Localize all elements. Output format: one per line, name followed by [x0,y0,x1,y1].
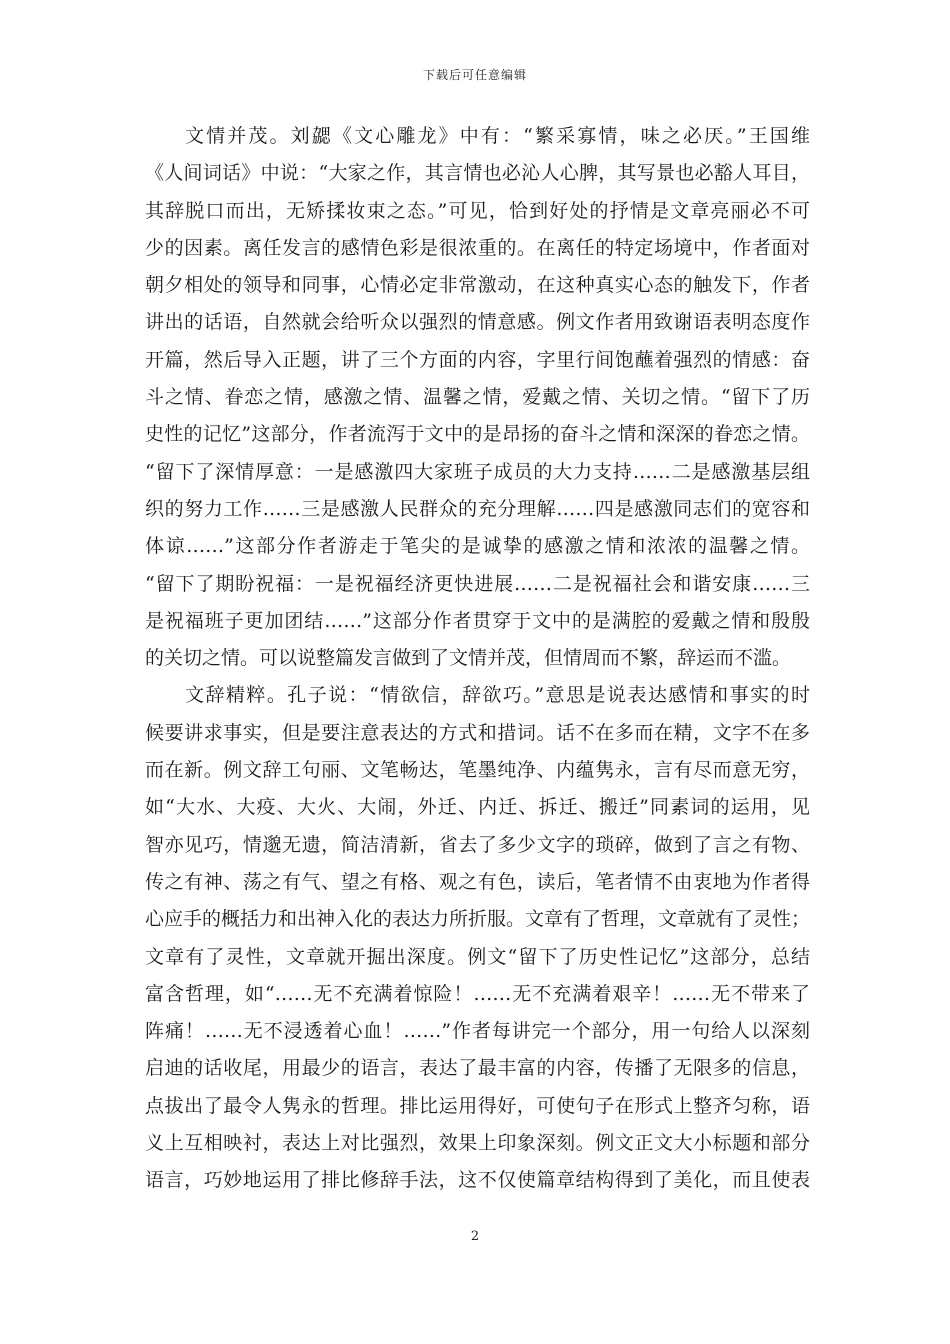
text-line: 体谅……”这部分作者游走于笔尖的是诚挚的感激之情和浓浓的温馨之情。 [145,535,810,558]
text-line: 点拔出了最令人隽永的哲理。排比运用得好，可使句子在形式上整齐匀称，语 [145,1094,810,1117]
text-line: 《人间词话》中说：“大家之作，其言情也必沁人心脾，其写景也必豁人耳目， [145,162,810,185]
page-number: 2 [470,1229,480,1244]
text-line: 开篇，然后导入正题，讲了三个方面的内容，字里行间饱蘸着强烈的情感：奋 [145,348,810,371]
text-line: 斗之情、眷恋之情，感激之情、温馨之情，爱戴之情、关切之情。“留下了历 [145,386,810,409]
text-line: 史性的记忆”这部分，作者流泻于文中的是昂扬的奋斗之情和深深的眷恋之情。 [145,423,810,446]
text-line: 启迪的话收尾，用最少的语言，表达了最丰富的内容，传播了无限多的信息， [145,1057,810,1080]
text-line: “留下了期盼祝福：一是祝福经济更快进展……二是祝福社会和谐安康……三 [145,572,810,595]
text-line: 候要讲求事实，但是要注意表达的方式和措词。话不在多而在精，文字不在多 [145,721,810,744]
text-line: 阵痛！……无不浸透着心血！……”作者每讲完一个部分，用一句给人以深刻 [145,1020,810,1043]
text-line: 朝夕相处的领导和同事，心情必定非常激动，在这种真实心态的触发下，作者 [145,274,810,297]
page-header: 下载后可任意编辑 [422,68,527,82]
document-body [145,118,810,1200]
text-line: 织的努力工作……三是感激人民群众的充分理解……四是感激同志们的宽容和 [145,497,810,520]
text-line: 而在新。例文辞工句丽、文笔畅达，笔墨纯净、内蕴隽永，言有尽而意无穷， [145,759,810,782]
text-line: 富含哲理，如“……无不充满着惊险！……无不充满着艰辛！……无不带来了 [145,982,810,1005]
text-line: 文辞精粹。孔子说：“情欲信，辞欲巧。”意思是说表达感情和事实的时 [185,684,810,707]
text-line: 是祝福班子更加团结……”这部分作者贯穿于文中的是满腔的爱戴之情和殷殷 [145,609,810,632]
text-line: 智亦见巧，情邈无遗，简洁清新，省去了多少文字的琐碎，做到了言之有物、 [145,833,810,856]
text-line: 少的因素。离任发言的感情色彩是很浓重的。在离任的特定场境中，作者面对 [145,236,810,259]
text-line: 传之有神、荡之有气、望之有格、观之有色，读后，笔者情不由衷地为作者得 [145,870,810,893]
text-line: 如“大水、大疫、大火、大闹，外迁、内迁、拆迁、搬迁”同素词的运用，见 [145,796,810,819]
text-line: 心应手的概括力和出神入化的表达力所折服。文章有了哲理，文章就有了灵性； [145,908,811,931]
text-line: 语言，巧妙地运用了排比修辞手法，这不仅使篇章结构得到了美化，而且使表 [145,1169,810,1192]
text-line: 讲出的话语，自然就会给听众以强烈的情意感。例文作者用致谢语表明态度作 [145,311,810,334]
text-line: 文章有了灵性，文章就开掘出深度。例文“留下了历史性记忆”这部分，总结 [145,945,810,968]
text-line: 其辞脱口而出，无矫揉妆束之态。”可见，恰到好处的抒情是文章亮丽必不可 [145,199,810,222]
text-line: 义上互相映衬，表达上对比强烈，效果上印象深刻。例文正文大小标题和部分 [145,1132,810,1155]
text-line: “留下了深情厚意：一是感激四大家班子成员的大力支持……二是感激基层组 [145,460,810,483]
text-line: 文情并茂。刘勰《文心雕龙》中有：“繁采寡情，味之必厌。”王国维 [185,125,810,147]
text-line: 的关切之情。可以说整篇发言做到了文情并茂，但情周而不繁，辞运而不滥。 [145,647,792,670]
